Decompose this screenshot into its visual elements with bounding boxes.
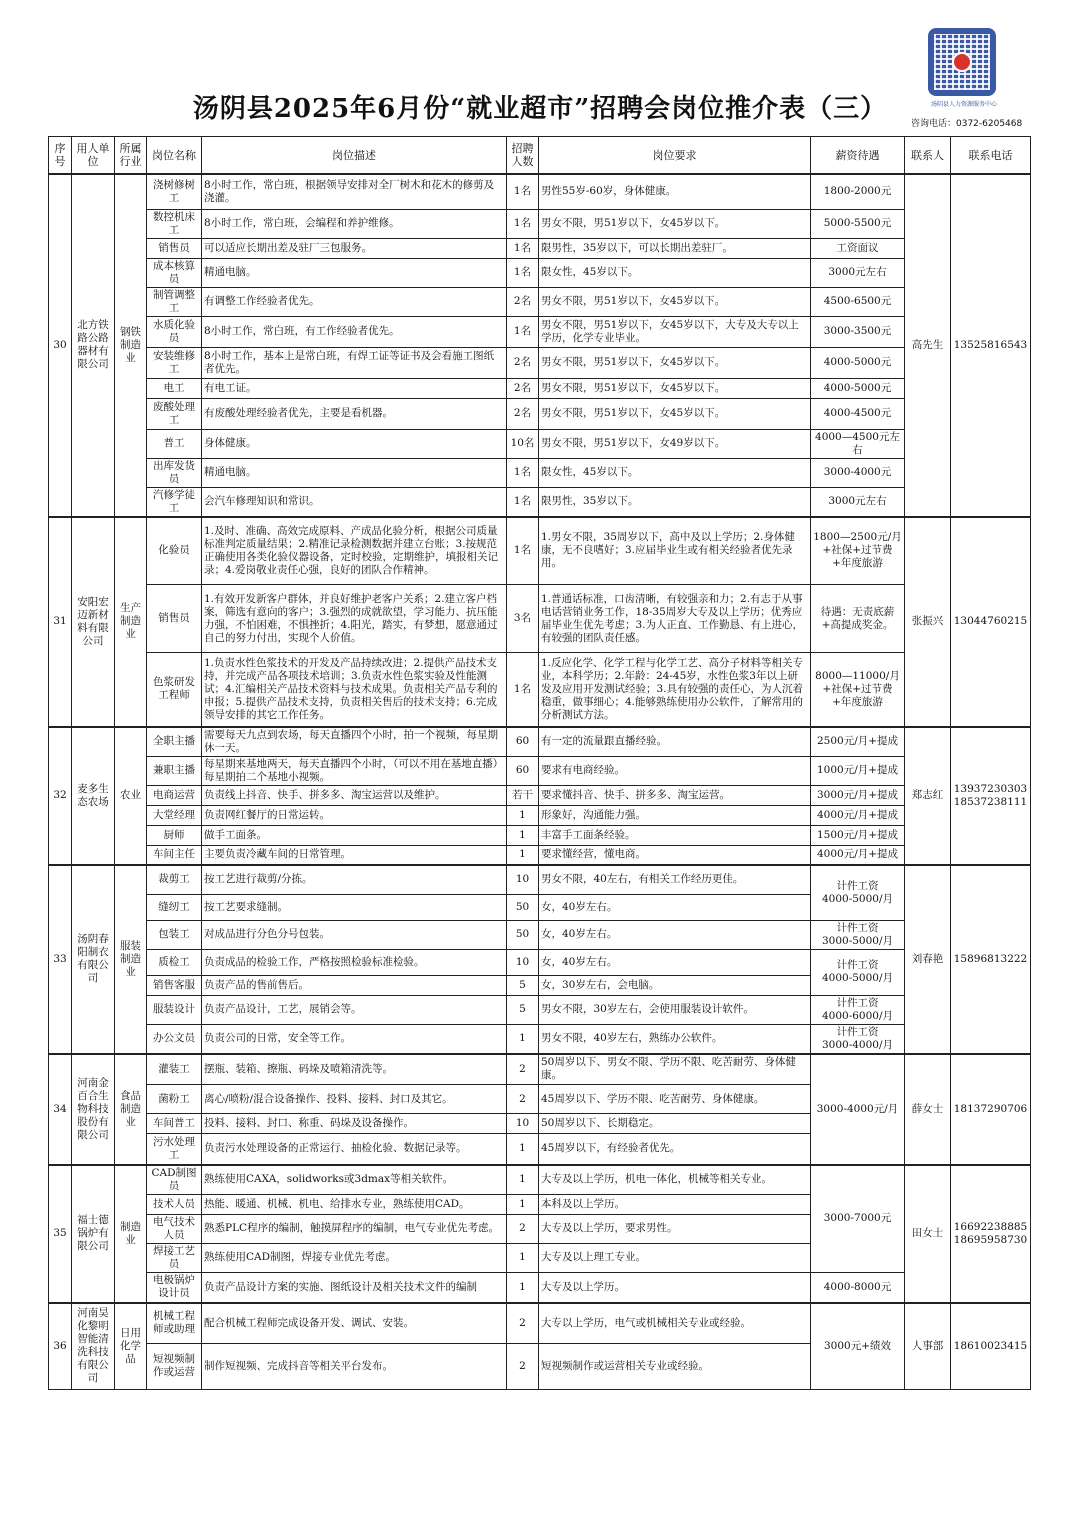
company-industry: 生产制造业 <box>115 517 147 727</box>
job-row <box>49 209 1031 238</box>
job-row <box>49 1272 1031 1303</box>
job-count: 5 <box>507 975 539 995</box>
job-requirements: 45周岁以下，有经验者优先。 <box>539 1134 811 1165</box>
job-salary: 8000—11000/月+社保+过节费+年度旅游 <box>811 653 905 727</box>
job-position: CAD制图员 <box>147 1165 202 1195</box>
job-position: 机械工程师或助理 <box>147 1303 202 1343</box>
job-description: 离心/喷粉/混合设备操作、投料、接料、封口及其它。 <box>202 1085 507 1114</box>
job-count: 1名 <box>507 458 539 487</box>
company-contact: 郑志红 <box>905 727 951 866</box>
job-count: 50 <box>507 920 539 949</box>
job-description: 做手工面条。 <box>202 825 507 845</box>
job-requirements: 女，40岁左右。 <box>539 894 811 920</box>
job-description: 负责公司的日常，安全等工作。 <box>202 1024 507 1054</box>
job-description: 负责产品设计，工艺，展销会等。 <box>202 995 507 1024</box>
job-count: 2 <box>507 1303 539 1343</box>
company-phone: 15896813222 <box>951 865 1031 1054</box>
job-requirements: 有一定的流量跟直播经验。 <box>539 727 811 757</box>
job-position: 菌粉工 <box>147 1085 202 1114</box>
job-description: 熟练使用CAXA，solidworks或3dmax等相关软件。 <box>202 1165 507 1195</box>
job-row <box>49 1303 1031 1343</box>
job-description: 身体健康。 <box>202 429 507 458</box>
job-salary: 1000元/月+提成 <box>811 756 905 785</box>
job-salary: 5000-5500元 <box>811 209 905 238</box>
job-salary: 4000元/月+提成 <box>811 805 905 825</box>
job-description: 对成品进行分色分号包装。 <box>202 920 507 949</box>
job-row <box>49 805 1031 825</box>
job-position: 裁剪工 <box>147 865 202 894</box>
job-description: 主要负责冷藏车间的日常管理。 <box>202 845 507 865</box>
job-position: 销售客服 <box>147 975 202 995</box>
job-salary: 4500-6500元 <box>811 287 905 316</box>
job-salary: 3000元左右 <box>811 487 905 517</box>
job-position: 缝纫工 <box>147 894 202 920</box>
job-row <box>49 845 1031 865</box>
job-row <box>49 756 1031 785</box>
job-description: 可以适应长期出差及驻厂三包服务。 <box>202 238 507 258</box>
job-salary: 计件工资 4000-5000/月 <box>811 865 905 920</box>
job-row <box>49 785 1031 805</box>
job-row <box>49 865 1031 894</box>
job-position: 水质化验员 <box>147 316 202 347</box>
job-description: 1.负责水性色浆技术的开发及产品持续改进；2.提供产品技术支持，并完成产品各项技术培训；3.负责水性色浆实验及性能测试；4.汇编相关产品技术资料与技术成果。负责相关产品专利的申报；5.提供产品技术支持，负责相关售后的技术支持；6.完成领导安排的其它工作任务。 <box>202 653 507 727</box>
job-description: 摆瓶、装箱、擦瓶、码垛及喷箱清洗等。 <box>202 1054 507 1085</box>
company-name: 麦多生态农场 <box>72 727 115 866</box>
company-industry: 食品制造业 <box>115 1054 147 1165</box>
job-description: 8小时工作，基本上是常白班，有焊工证等证书及会看施工图纸者优先。 <box>202 347 507 378</box>
job-requirements: 要求懂抖音、快手、拼多多、淘宝运营。 <box>539 785 811 805</box>
job-salary: 工资面议 <box>811 238 905 258</box>
job-count: 1名 <box>507 209 539 238</box>
job-requirements: 女，40岁左右。 <box>539 949 811 975</box>
job-requirements: 男女不限，男51岁以下，女49岁以下。 <box>539 429 811 458</box>
job-position: 销售员 <box>147 585 202 653</box>
header-description: 岗位描述 <box>202 137 507 175</box>
job-row <box>49 287 1031 316</box>
company-no: 30 <box>49 174 72 517</box>
company-name: 河南金百合生物科技股份有限公司 <box>72 1054 115 1165</box>
job-row <box>49 517 1031 585</box>
job-position: 浇树修树工 <box>147 174 202 209</box>
company-name: 北方铁路公路器材有限公司 <box>72 174 115 517</box>
job-requirements: 1.男女不限，35周岁以下，高中及以上学历；2.身体健康，无不良嗜好；3.应届毕业生或有相关经验者优先录用。 <box>539 517 811 585</box>
job-position: 污水处理工 <box>147 1134 202 1165</box>
job-row <box>49 238 1031 258</box>
emblem-icon <box>952 52 972 72</box>
job-count: 1 <box>507 805 539 825</box>
job-count: 2 <box>507 1085 539 1114</box>
job-description: 负责成品的检验工作，严格按照检验标准检验。 <box>202 949 507 975</box>
page-title: 汤阴县2025年6月份“就业超市”招聘会岗位推介表（三） <box>192 94 888 124</box>
job-salary: 2500元/月+提成 <box>811 727 905 757</box>
job-salary: 3000-4000元 <box>811 458 905 487</box>
header-phone: 联系电话 <box>951 137 1031 175</box>
job-count: 1名 <box>507 517 539 585</box>
job-description: 8小时工作，常白班，根据领导安排对全厂树木和花木的修剪及浇灌。 <box>202 174 507 209</box>
job-requirements: 女，30岁左右，会电脑。 <box>539 975 811 995</box>
job-requirements: 大专及以上学历，要求男性。 <box>539 1214 811 1243</box>
company-name: 汤阴春阳制衣有限公司 <box>72 865 115 1054</box>
job-description: 负责产品的售前售后。 <box>202 975 507 995</box>
job-description: 1.有效开发新客户群体，并良好维护老客户关系；2.建立客户档案，筛选有意向的客户；3.强烈的成就欲望，学习能力、抗压能力强，不怕困难，不惧挫折；4.阳光，踏实，有梦想，愿意通过自己的努力付出，实现个人价值。 <box>202 585 507 653</box>
job-position: 焊接工艺员 <box>147 1243 202 1272</box>
job-count: 2 <box>507 1054 539 1085</box>
job-position: 电极锅炉设计员 <box>147 1272 202 1303</box>
job-requirements: 限男性，35岁以下，可以长期出差驻厂。 <box>539 238 811 258</box>
job-position: 兼职主播 <box>147 756 202 785</box>
job-requirements: 要求懂经营，懂电商。 <box>539 845 811 865</box>
job-count: 1名 <box>507 258 539 287</box>
job-salary: 计件工资 4000-5000/月 <box>811 949 905 995</box>
job-requirements: 男女不限，40岁左右，熟练办公软件。 <box>539 1024 811 1054</box>
job-position: 销售员 <box>147 238 202 258</box>
company-name: 安阳宏迈新材料有限公司 <box>72 517 115 727</box>
job-position: 普工 <box>147 429 202 458</box>
job-row <box>49 487 1031 517</box>
job-row <box>49 920 1031 949</box>
job-requirements: 限男性，35岁以下。 <box>539 487 811 517</box>
company-contact: 田女士 <box>905 1165 951 1304</box>
job-position: 质检工 <box>147 949 202 975</box>
job-count: 1名 <box>507 174 539 209</box>
job-row <box>49 1054 1031 1085</box>
job-salary: 1800—2500元/月+社保+过节费+年度旅游 <box>811 517 905 585</box>
job-requirements: 男女不限，男51岁以下，女45岁以下。 <box>539 347 811 378</box>
job-salary: 计件工资 3000-5000/月 <box>811 920 905 949</box>
job-requirements: 本科及以上学历。 <box>539 1194 811 1214</box>
job-row <box>49 174 1031 209</box>
job-count: 1 <box>507 1243 539 1272</box>
job-row <box>49 1165 1031 1195</box>
company-industry: 钢铁制造业 <box>115 174 147 517</box>
salary-shared: 3000-4000元/月 <box>811 1054 905 1165</box>
job-count: 2 <box>507 1343 539 1389</box>
job-description: 1.及时、准确、高效完成原料、产成品化验分析，根据公司质量标准判定质量结果；2.精准记录检测数据并建立台账；3.按规范正确使用各类化验仪器设备，定时校验，定期维护，填报相关记录；4.爱岗敬业责任心强，良好的团队合作精神。 <box>202 517 507 585</box>
company-no: 31 <box>49 517 72 727</box>
job-requirements: 限女性，45岁以下。 <box>539 458 811 487</box>
job-count: 1 <box>507 845 539 865</box>
job-row <box>49 258 1031 287</box>
salary-group: 4000-8000元 <box>811 1272 905 1303</box>
job-requirements: 男性55岁-60岁，身体健康。 <box>539 174 811 209</box>
job-count: 2名 <box>507 378 539 398</box>
company-industry: 制造业 <box>115 1165 147 1304</box>
job-position: 色浆研发工程师 <box>147 653 202 727</box>
job-position: 技术人员 <box>147 1194 202 1214</box>
job-salary: 4000—4500元左右 <box>811 429 905 458</box>
job-count: 2名 <box>507 287 539 316</box>
job-salary: 3000元左右 <box>811 258 905 287</box>
company-no: 34 <box>49 1054 72 1165</box>
job-requirements: 大专及以上理工专业。 <box>539 1243 811 1272</box>
job-count: 10名 <box>507 429 539 458</box>
company-name: 福士德锅炉有限公司 <box>72 1165 115 1304</box>
job-count: 10 <box>507 865 539 894</box>
job-position: 数控机床工 <box>147 209 202 238</box>
job-count: 2 <box>507 1214 539 1243</box>
job-count: 1名 <box>507 316 539 347</box>
job-count: 2名 <box>507 398 539 429</box>
job-requirements: 男女不限，男51岁以下，女45岁以下。 <box>539 398 811 429</box>
header-count: 招聘人数 <box>507 137 539 175</box>
company-industry: 服装制造业 <box>115 865 147 1054</box>
job-salary: 待遇：无责底薪+高提成奖金。 <box>811 585 905 653</box>
job-description: 8小时工作，常白班，会编程和养护维修。 <box>202 209 507 238</box>
job-row <box>49 429 1031 458</box>
job-position: 厨师 <box>147 825 202 845</box>
job-row <box>49 378 1031 398</box>
job-requirements: 男女不限，男51岁以下，女45岁以下。 <box>539 287 811 316</box>
company-phone: 13044760215 <box>951 517 1031 727</box>
job-row <box>49 398 1031 429</box>
job-requirements: 1.普通话标准，口齿清晰，有较强亲和力；2.有志于从事电话营销业务工作，18-35周岁大专及以上学历；优秀应届毕业生优先考虑；3.为人正直、工作勤恳、有上进心，有较强的团队责任感。 <box>539 585 811 653</box>
job-position: 全职主播 <box>147 727 202 757</box>
job-requirements: 1.反应化学、化学工程与化学工艺、高分子材料等相关专业，本科学历；2.年龄：24-45岁，水性色浆3年以上研发及应用开发测试经验；3.具有较强的责任心，为人沉着稳重，做事细心；4.能够熟练使用办公软件，了解常用的分析测试方法。 <box>539 653 811 727</box>
company-phone: 16692238885 18695958730 <box>951 1165 1031 1304</box>
job-description: 有调整工作经验者优先。 <box>202 287 507 316</box>
hotline: 咨询电话：0372-6205468 <box>911 119 1023 129</box>
job-position: 安装维修工 <box>147 347 202 378</box>
job-row <box>49 585 1031 653</box>
job-requirements: 女，40岁左右。 <box>539 920 811 949</box>
company-no: 36 <box>49 1303 72 1389</box>
job-row <box>49 825 1031 845</box>
job-description: 熟练使用CAD制图，焊接专业优先考虑。 <box>202 1243 507 1272</box>
qr-code[interactable] <box>928 28 996 96</box>
company-no: 33 <box>49 865 72 1054</box>
job-count: 60 <box>507 727 539 757</box>
job-count: 若干 <box>507 785 539 805</box>
jobs-table <box>48 136 1031 1390</box>
company-contact: 薛女士 <box>905 1054 951 1165</box>
header-salary: 薪资待遇 <box>811 137 905 175</box>
header-employer: 用人单位 <box>72 137 115 175</box>
company-contact: 张振兴 <box>905 517 951 727</box>
company-contact: 刘春艳 <box>905 865 951 1054</box>
salary-shared: 3000元+绩效 <box>811 1303 905 1389</box>
job-count: 10 <box>507 1114 539 1134</box>
job-position: 办公文员 <box>147 1024 202 1054</box>
company-contact: 高先生 <box>905 174 951 517</box>
job-position: 成本核算员 <box>147 258 202 287</box>
company-phone: 18610023415 <box>951 1303 1031 1389</box>
job-row <box>49 653 1031 727</box>
job-row <box>49 1024 1031 1054</box>
job-description: 熟悉PLC程序的编制，触摸屏程序的编制，电气专业优先考虑。 <box>202 1214 507 1243</box>
job-salary: 1800-2000元 <box>811 174 905 209</box>
job-row <box>49 949 1031 975</box>
job-position: 化验员 <box>147 517 202 585</box>
company-name: 河南昊化黎明智能清洗科技有限公司 <box>72 1303 115 1389</box>
job-salary: 4000-5000元 <box>811 378 905 398</box>
job-count: 1 <box>507 825 539 845</box>
header-row <box>49 137 1031 175</box>
job-salary: 3000元/月+提成 <box>811 785 905 805</box>
job-requirements: 男女不限，40左右，有相关工作经历更佳。 <box>539 865 811 894</box>
job-count: 50 <box>507 894 539 920</box>
job-count: 3名 <box>507 585 539 653</box>
job-position: 电气技术人员 <box>147 1214 202 1243</box>
job-position: 电商运营 <box>147 785 202 805</box>
job-requirements: 男女不限，男51岁以下，女45岁以下，大专及大专以上学历，化学专业毕业。 <box>539 316 811 347</box>
company-phone: 18137290706 <box>951 1054 1031 1165</box>
job-description: 负责网红餐厅的日常运转。 <box>202 805 507 825</box>
job-description: 制作短视频、完成抖音等相关平台发布。 <box>202 1343 507 1389</box>
job-requirements: 大专及以上学历，机电一体化，机械等相关专业。 <box>539 1165 811 1195</box>
job-description: 有电工证。 <box>202 378 507 398</box>
company-industry: 日用化学品 <box>115 1303 147 1389</box>
job-requirements: 大专及以上学历。 <box>539 1272 811 1303</box>
job-salary: 4000元/月+提成 <box>811 845 905 865</box>
job-description: 精通电脑。 <box>202 258 507 287</box>
company-industry: 农业 <box>115 727 147 866</box>
job-row <box>49 316 1031 347</box>
job-count: 1 <box>507 1134 539 1165</box>
job-row <box>49 347 1031 378</box>
job-position: 汽修学徒工 <box>147 487 202 517</box>
job-description: 热能、暖通、机械、机电、给排水专业，熟练使用CAD。 <box>202 1194 507 1214</box>
company-no: 32 <box>49 727 72 866</box>
job-count: 1 <box>507 1194 539 1214</box>
job-description: 精通电脑。 <box>202 458 507 487</box>
job-requirements: 短视频制作或运营相关专业或经验。 <box>539 1343 811 1389</box>
job-position: 包装工 <box>147 920 202 949</box>
job-description: 按工艺要求缝制。 <box>202 894 507 920</box>
job-position: 短视频制作或运营 <box>147 1343 202 1389</box>
job-requirements: 大专以上学历，电气或机械相关专业或经验。 <box>539 1303 811 1343</box>
job-description: 配合机械工程师完成设备开发、调试、安装。 <box>202 1303 507 1343</box>
job-description: 需要每天九点到农场，每天直播四个小时，拍一个视频，每星期休一天。 <box>202 727 507 757</box>
job-count: 2名 <box>507 347 539 378</box>
job-salary: 1500元/月+提成 <box>811 825 905 845</box>
job-count: 1 <box>507 1165 539 1195</box>
job-requirements: 限女性，45岁以下。 <box>539 258 811 287</box>
job-count: 60 <box>507 756 539 785</box>
company-phone: 13937230303 18537238111 <box>951 727 1031 866</box>
job-requirements: 50周岁以下、长期稳定。 <box>539 1114 811 1134</box>
header-position: 岗位名称 <box>147 137 202 175</box>
header-requirements: 岗位要求 <box>539 137 811 175</box>
job-count: 1 <box>507 1272 539 1303</box>
company-no: 35 <box>49 1165 72 1304</box>
salary-group: 3000-7000元 <box>811 1165 905 1273</box>
job-requirements: 男女不限，男51岁以下，女45岁以下。 <box>539 378 811 398</box>
header-no: 序号 <box>49 137 72 175</box>
job-position: 电工 <box>147 378 202 398</box>
company-phone: 13525816543 <box>951 174 1031 517</box>
job-salary: 3000-3500元 <box>811 316 905 347</box>
job-count: 1名 <box>507 238 539 258</box>
header-industry: 所属行业 <box>115 137 147 175</box>
job-salary: 计件工资 4000-6000/月 <box>811 995 905 1024</box>
job-row <box>49 995 1031 1024</box>
job-position: 制管调整工 <box>147 287 202 316</box>
job-position: 车间普工 <box>147 1114 202 1134</box>
job-position: 废酸处理工 <box>147 398 202 429</box>
job-position: 出库发货员 <box>147 458 202 487</box>
job-description: 有废酸处理经验者优先，主要是看机器。 <box>202 398 507 429</box>
job-count: 1名 <box>507 487 539 517</box>
job-requirements: 丰富手工面条经验。 <box>539 825 811 845</box>
job-position: 大堂经理 <box>147 805 202 825</box>
company-contact: 人事部 <box>905 1303 951 1389</box>
job-description: 8小时工作，常白班，有工作经验者优先。 <box>202 316 507 347</box>
header-contact: 联系人 <box>905 137 951 175</box>
job-description: 投料、接料、封口、称重、码垛及设备操作。 <box>202 1114 507 1134</box>
job-requirements: 形象好，沟通能力强。 <box>539 805 811 825</box>
job-count: 1名 <box>507 653 539 727</box>
job-count: 10 <box>507 949 539 975</box>
job-position: 车间主任 <box>147 845 202 865</box>
job-requirements: 男女不限，男51岁以下，女45岁以下。 <box>539 209 811 238</box>
job-count: 1 <box>507 1024 539 1054</box>
job-description: 负责线上抖音、快手、拼多多、淘宝运营以及维护。 <box>202 785 507 805</box>
job-salary: 计件工资 3000-4000/月 <box>811 1024 905 1054</box>
job-row <box>49 458 1031 487</box>
job-requirements: 男女不限，30岁左右，会使用服装设计软件。 <box>539 995 811 1024</box>
job-requirements: 要求有电商经验。 <box>539 756 811 785</box>
job-salary: 4000-5000元 <box>811 347 905 378</box>
job-requirements: 45周岁以下、学历不限、吃苦耐劳、身体健康。 <box>539 1085 811 1114</box>
job-description: 负责产品设计方案的实施、图纸设计及相关技术文件的编制 <box>202 1272 507 1303</box>
job-count: 5 <box>507 995 539 1024</box>
qr-caption: 汤阴县人力资源服务中心 <box>930 101 997 108</box>
job-salary: 4000-4500元 <box>811 398 905 429</box>
job-row <box>49 727 1031 757</box>
job-description: 会汽车修理知识和常识。 <box>202 487 507 517</box>
job-requirements: 50周岁以下、男女不限、学历不限、吃苦耐劳、身体健康。 <box>539 1054 811 1085</box>
job-position: 灌装工 <box>147 1054 202 1085</box>
job-position: 服装设计 <box>147 995 202 1024</box>
job-description: 按工艺进行裁剪/分拣。 <box>202 865 507 894</box>
job-description: 负责污水处理设备的正常运行、抽检化验、数据记录等。 <box>202 1134 507 1165</box>
job-description: 每星期来基地两天，每天直播四个小时，（可以不用在基地直播）每星期拍二个基地小视频。 <box>202 756 507 785</box>
